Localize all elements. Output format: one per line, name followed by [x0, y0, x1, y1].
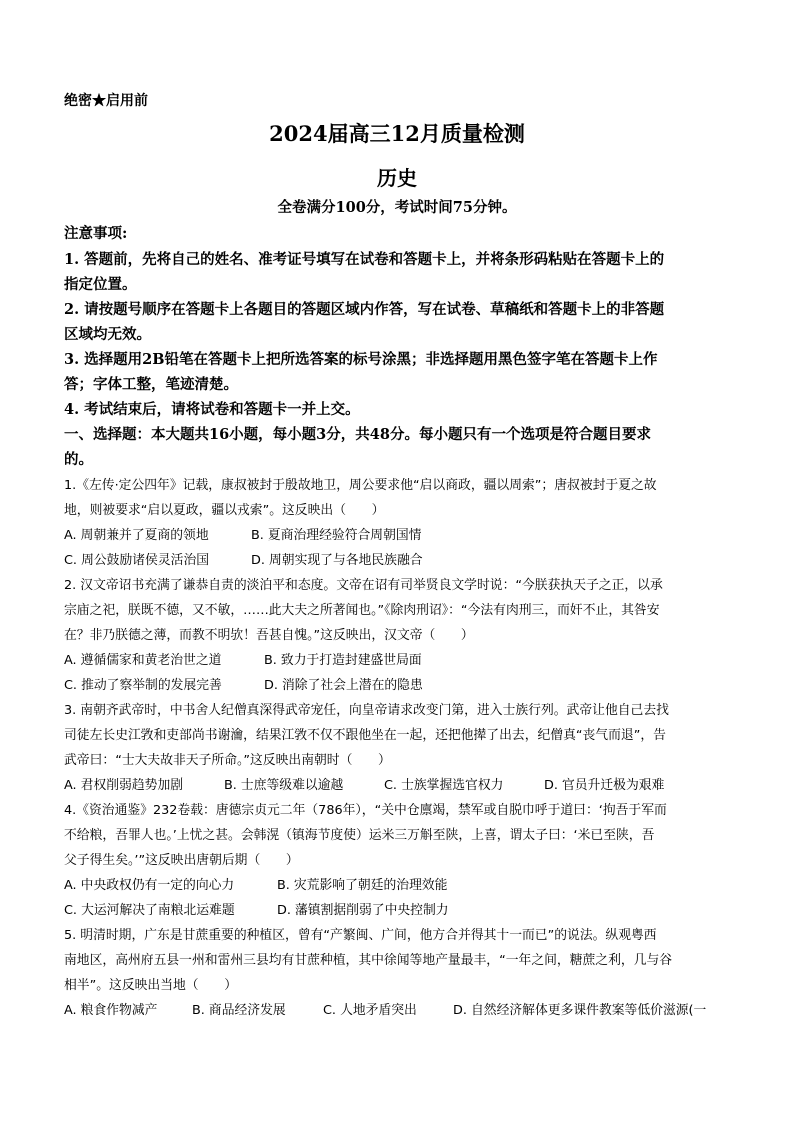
question-4-stem: 4.《资治通鉴》232卷载：唐德宗贞元二年（786年），“关中仓廪竭，禁军或自脱巾呼于道曰：‘拘吾于军而	[64, 803, 667, 818]
option-c: C. 推动了察举制的发展完善	[64, 678, 222, 693]
option-c: C. 人地矛盾突出	[323, 1003, 417, 1018]
notes-line: 指定位置。	[64, 276, 137, 293]
question-4-options	[64, 899, 449, 918]
option-c: C. 士族掌握选官权力	[384, 778, 504, 793]
option-b: B. 士庶等级难以逾越	[224, 778, 344, 793]
option-b: B. 夏商治理经验符合周朝国情	[251, 528, 422, 543]
option-a: A. 君权削弱趋势加剧	[64, 778, 184, 793]
question-4-options	[64, 874, 447, 893]
question-2-stem: 2. 汉文帝诏书充满了谦恭自责的淡泊平和态度。文帝在诏有司举贤良文学时说：“今朕获执天子之正，以承	[64, 578, 663, 593]
section-heading: 的。	[64, 451, 93, 468]
question-4-stem: 不给粮，吾罪人也。’上忧之甚。会韩滉（镇海节度使）运米三万斛至陕，上喜，谓太子曰：‘米已至陕，吾	[64, 828, 655, 843]
question-5-options	[64, 999, 706, 1018]
question-3-stem: 司徒左长史江敩和吏部尚书谢瀹，结果江敩不仅不跟他坐在一起，还把他撵了出去，纪僧真“丧气而退”，告	[64, 728, 666, 743]
notes-heading: 注意事项:	[64, 225, 128, 242]
question-5-stem: 相半”。这反映出当地（ ）	[64, 978, 237, 993]
option-a: A. 粮食作物减产	[64, 1003, 158, 1018]
option-d: D. 自然经济解体更多课件教案等低价滋源(一	[453, 1003, 707, 1018]
confidential-label: 绝密★启用前	[64, 93, 148, 109]
question-1-stem: 1.《左传·定公四年》记载，康叔被封于殷故地卫，周公要求他“启以商政，疆以周索”；唐叔被封于夏之故	[64, 478, 657, 493]
question-3-stem: 3. 南朝齐武帝时，中书舍人纪僧真深得武帝宠任，向皇帝请求改变门第，进入士族行列。武帝让他自己去找	[64, 703, 669, 718]
notes-line: 2. 请按题号顺序在答题卡上各题目的答题区域内作答，写在试卷、草稿纸和答题卡上的非答题	[64, 301, 665, 318]
notes-line: 1. 答题前，先将自己的姓名、准考证号填写在试卷和答题卡上，并将条形码粘贴在答题卡上的	[64, 251, 665, 268]
question-3-options	[64, 774, 664, 793]
option-d: D. 藩镇割据削弱了中央控制力	[277, 903, 449, 918]
exam-subject: 历史	[377, 166, 417, 190]
question-3-stem: 武帝曰：“士大夫故非天子所命。”这反映出南朝时（ ）	[64, 753, 391, 768]
option-b: B. 商品经济发展	[192, 1003, 286, 1018]
exam-score-info: 全卷满分100分，考试时间75分钟。	[277, 199, 517, 216]
notes-line: 4. 考试结束后，请将试卷和答题卡一并上交。	[64, 401, 360, 418]
option-b: B. 灾荒影响了朝廷的治理效能	[277, 878, 448, 893]
question-1-options	[64, 524, 421, 543]
exam-title: 2024届高三12月质量检测	[269, 121, 525, 146]
option-d: D. 消除了社会上潜在的隐患	[264, 678, 423, 693]
notes-line: 区域均无效。	[64, 326, 151, 343]
option-d: D. 周朝实现了与各地民族融合	[251, 553, 423, 568]
question-2-options	[64, 649, 422, 668]
question-2-options	[64, 674, 423, 693]
question-2-stem: 在？非乃朕德之薄，而教不明欤！吾甚自愧。”这反映出，汉文帝（ ）	[64, 628, 474, 643]
option-a: A. 周朝兼并了夏商的领地	[64, 528, 209, 543]
option-b: B. 致力于打造封建盛世局面	[264, 653, 422, 668]
question-2-stem: 宗庙之祀，朕既不德，又不敏，……此大夫之所著闻也。”《除肉刑诏》：“今法有肉刑三，而奸不止，其咎安	[64, 603, 660, 618]
question-5-stem: 5. 明清时期，广东是甘蔗重要的种植区，曾有“产繁闽、广间，他方合并得其十一而已”的说法。纵观粤西	[64, 928, 657, 943]
question-1-stem: 地，则被要求“启以夏政，疆以戎索”。这反映出（ ）	[64, 503, 385, 518]
question-1-options	[64, 549, 423, 568]
notes-line: 3. 选择题用2B铅笔在答题卡上把所选答案的标号涂黑；非选择题用黑色签字笔在答题卡上作	[64, 351, 658, 368]
option-a: A. 遵循儒家和黄老治世之道	[64, 653, 222, 668]
option-c: C. 大运河解决了南粮北运难题	[64, 903, 235, 918]
section-heading: 一、选择题：本大题共16小题，每小题3分，共48分。每小题只有一个选项是符合题目要求	[64, 426, 651, 443]
option-a: A. 中央政权仍有一定的向心力	[64, 878, 235, 893]
notes-line: 答；字体工整，笔迹清楚。	[64, 376, 238, 393]
option-c: C. 周公鼓励诸侯灵活治国	[64, 553, 210, 568]
question-4-stem: 父子得生矣。’”这反映出唐朝后期（ ）	[64, 853, 299, 868]
question-5-stem: 南地区，高州府五县一州和雷州三县均有甘蔗种植，其中徐闻等地产量最丰，“一年之间，糖蔗之利，几与谷	[64, 953, 673, 968]
option-d: D. 官员升迁极为艰难	[544, 778, 665, 793]
